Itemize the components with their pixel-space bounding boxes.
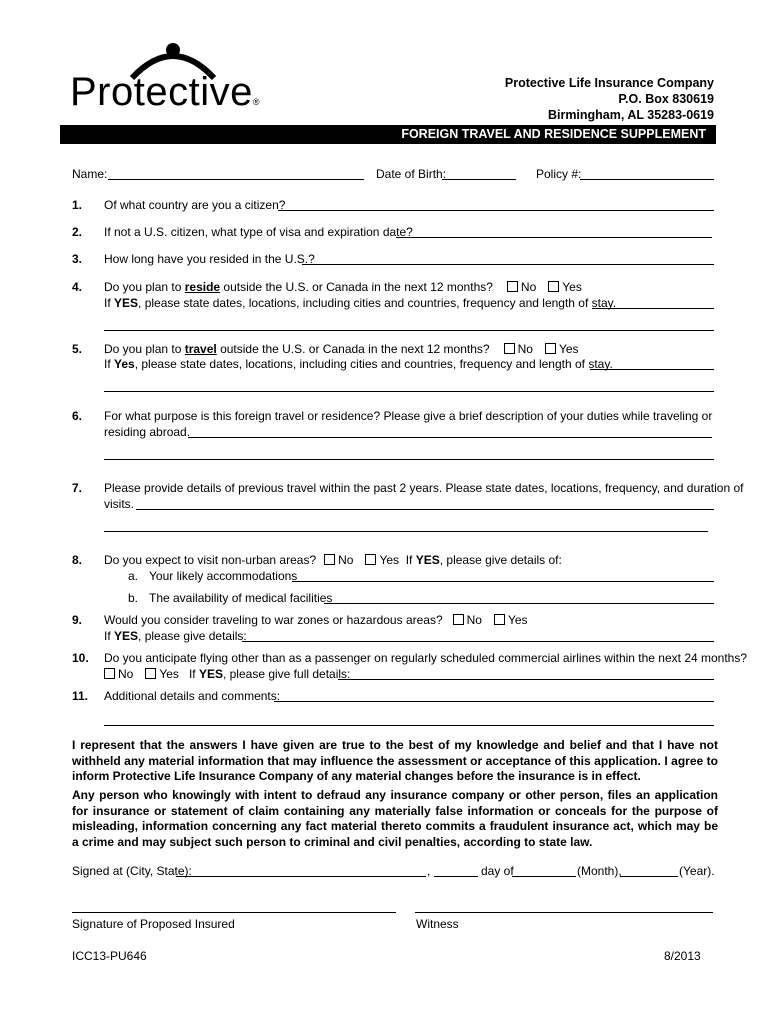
q10-line2: No Yes If YES, please give full details: bbox=[104, 667, 350, 681]
day-of-label: day of bbox=[481, 864, 514, 878]
q4-number: 4. bbox=[72, 280, 83, 294]
q10-text: Do you anticipate flying other than as a passenger on regularly scheduled commercial airlines within the next 24 months? bbox=[104, 651, 748, 665]
q6-answer-field-2[interactable] bbox=[104, 459, 714, 460]
signed-at-label: Signed at (City, State): bbox=[72, 864, 192, 878]
q1-number: 1. bbox=[72, 198, 83, 212]
form-code: ICC13-PU646 bbox=[72, 949, 147, 963]
q6-line2: residing abroad. bbox=[104, 425, 191, 439]
q7-line2: visits. bbox=[104, 497, 134, 511]
q10-yes-checkbox[interactable] bbox=[145, 668, 156, 679]
name-label: Name: bbox=[72, 167, 108, 181]
q3-text: How long have you resided in the U.S.? bbox=[104, 252, 315, 266]
q8a-label: a. bbox=[128, 569, 139, 583]
comma: , bbox=[427, 864, 431, 878]
signature-line[interactable] bbox=[72, 912, 396, 913]
company-address bbox=[505, 75, 714, 123]
dob-field[interactable] bbox=[442, 179, 516, 180]
witness-line[interactable] bbox=[415, 912, 713, 913]
q1-answer-field[interactable] bbox=[278, 210, 714, 211]
q10-no-checkbox[interactable] bbox=[104, 668, 115, 679]
q2-answer-field[interactable] bbox=[396, 237, 712, 238]
q7-answer-field-1[interactable] bbox=[136, 509, 714, 510]
q4-line1: Do you plan to reside outside the U.S. or Canada in the next 12 months? No Yes bbox=[104, 280, 582, 294]
q3-answer-field[interactable] bbox=[302, 264, 714, 265]
q5-line1: Do you plan to travel outside the U.S. or Canada in the next 12 months? No Yes bbox=[104, 342, 579, 356]
q9-text: Would you consider traveling to war zones or hazardous areas? No Yes bbox=[104, 613, 528, 627]
q8b-label: b. bbox=[128, 591, 139, 605]
witness-label: Witness bbox=[416, 917, 459, 931]
q5-yes-checkbox[interactable] bbox=[545, 343, 556, 354]
q4-answer-field-2[interactable] bbox=[104, 330, 714, 331]
q11-answer-field-1[interactable] bbox=[274, 701, 714, 702]
q8a-text: Your likely accommodations bbox=[149, 569, 298, 583]
q8b-text: The availability of medical facilities bbox=[149, 591, 333, 605]
q10-number: 10. bbox=[72, 651, 89, 665]
q7-line1: Please provide details of previous travel within the past 2 years. Please state dates, locations, frequency, and duration of bbox=[104, 481, 744, 495]
q8-yes-checkbox[interactable] bbox=[365, 554, 376, 565]
logo-text: Protective® bbox=[70, 70, 260, 114]
q5-answer-field-2[interactable] bbox=[104, 391, 714, 392]
q6-number: 6. bbox=[72, 409, 83, 423]
q8-text: Do you expect to visit non-urban areas? No Yes If YES, please give details of: bbox=[104, 553, 562, 567]
month-field[interactable] bbox=[512, 876, 576, 877]
q9-answer-field[interactable] bbox=[242, 641, 714, 642]
po-box: P.O. Box 830619 bbox=[618, 92, 714, 106]
form-title-banner: FOREIGN TRAVEL AND RESIDENCE SUPPLEMENT bbox=[60, 125, 716, 144]
month-label: (Month), bbox=[577, 864, 622, 878]
q6-line1: For what purpose is this foreign travel or residence? Please give a brief description of your duties while traveling or bbox=[104, 409, 713, 423]
q2-text: If not a U.S. citizen, what type of visa and expiration date? bbox=[104, 225, 413, 239]
company-city: Birmingham, AL 35283-0619 bbox=[547, 108, 714, 122]
q7-answer-field-2[interactable] bbox=[104, 531, 708, 532]
q11-answer-field-2[interactable] bbox=[104, 725, 714, 726]
q5-no-checkbox[interactable] bbox=[504, 343, 515, 354]
name-field[interactable] bbox=[108, 179, 364, 180]
q3-number: 3. bbox=[72, 252, 83, 266]
q5-line2: If Yes, please state dates, locations, including cities and countries, frequency and length of stay. bbox=[104, 357, 613, 371]
policy-label: Policy #: bbox=[536, 167, 582, 181]
q9-line2: If YES, please give details: bbox=[104, 629, 247, 643]
q2-number: 2. bbox=[72, 225, 83, 239]
q4-line2: If YES, please state dates, locations, including cities and countries, frequency and length of stay. bbox=[104, 296, 617, 310]
signature-label: Signature of Proposed Insured bbox=[72, 917, 235, 931]
q5-number: 5. bbox=[72, 342, 83, 356]
q9-yes-checkbox[interactable] bbox=[494, 614, 505, 625]
year-field[interactable] bbox=[620, 876, 678, 877]
q8-number: 8. bbox=[72, 553, 83, 567]
signed-at-field[interactable] bbox=[176, 876, 426, 877]
q9-number: 9. bbox=[72, 613, 83, 627]
q4-no-checkbox[interactable] bbox=[507, 281, 518, 292]
q1-text: Of what country are you a citizen? bbox=[104, 198, 286, 212]
q7-number: 7. bbox=[72, 481, 83, 495]
fraud-warning: Any person who knowingly with intent to defraud any insurance company or other person, files an application for insurance or statement of claim containing any materially false information or conceals for the purpose of misleading, information concerning any fact material thereto commits a fraudulent insurance act, which may be a crime and may subject such person to criminal and civil penalties, according to state law. bbox=[72, 788, 718, 849]
q11-text: Additional details and comments: bbox=[104, 689, 281, 703]
company-name: Protective Life Insurance Company bbox=[504, 76, 714, 90]
q9-no-checkbox[interactable] bbox=[453, 614, 464, 625]
q10-answer-field[interactable] bbox=[338, 679, 714, 680]
q8b-answer-field[interactable] bbox=[324, 603, 714, 604]
q8-no-checkbox[interactable] bbox=[324, 554, 335, 565]
q11-number: 11. bbox=[72, 689, 89, 703]
day-field[interactable] bbox=[434, 876, 478, 877]
year-label: (Year). bbox=[679, 864, 715, 878]
q4-yes-checkbox[interactable] bbox=[548, 281, 559, 292]
dob-label: Date of Birth: bbox=[376, 167, 447, 181]
q5-answer-field-1[interactable] bbox=[590, 369, 714, 370]
form-date: 8/2013 bbox=[664, 949, 701, 963]
representation-statement: I represent that the answers I have given are true to the best of my knowledge and belief and that I have not withheld any material information that may influence the assessment or acceptance of this application. I agree to inform Protective Life Insurance Company of any material changes before the insurance is in effect. bbox=[72, 738, 718, 783]
q6-answer-field-1[interactable] bbox=[188, 437, 712, 438]
q8a-answer-field[interactable] bbox=[292, 581, 714, 582]
q4-answer-field-1[interactable] bbox=[592, 308, 714, 309]
policy-field[interactable] bbox=[580, 179, 714, 180]
